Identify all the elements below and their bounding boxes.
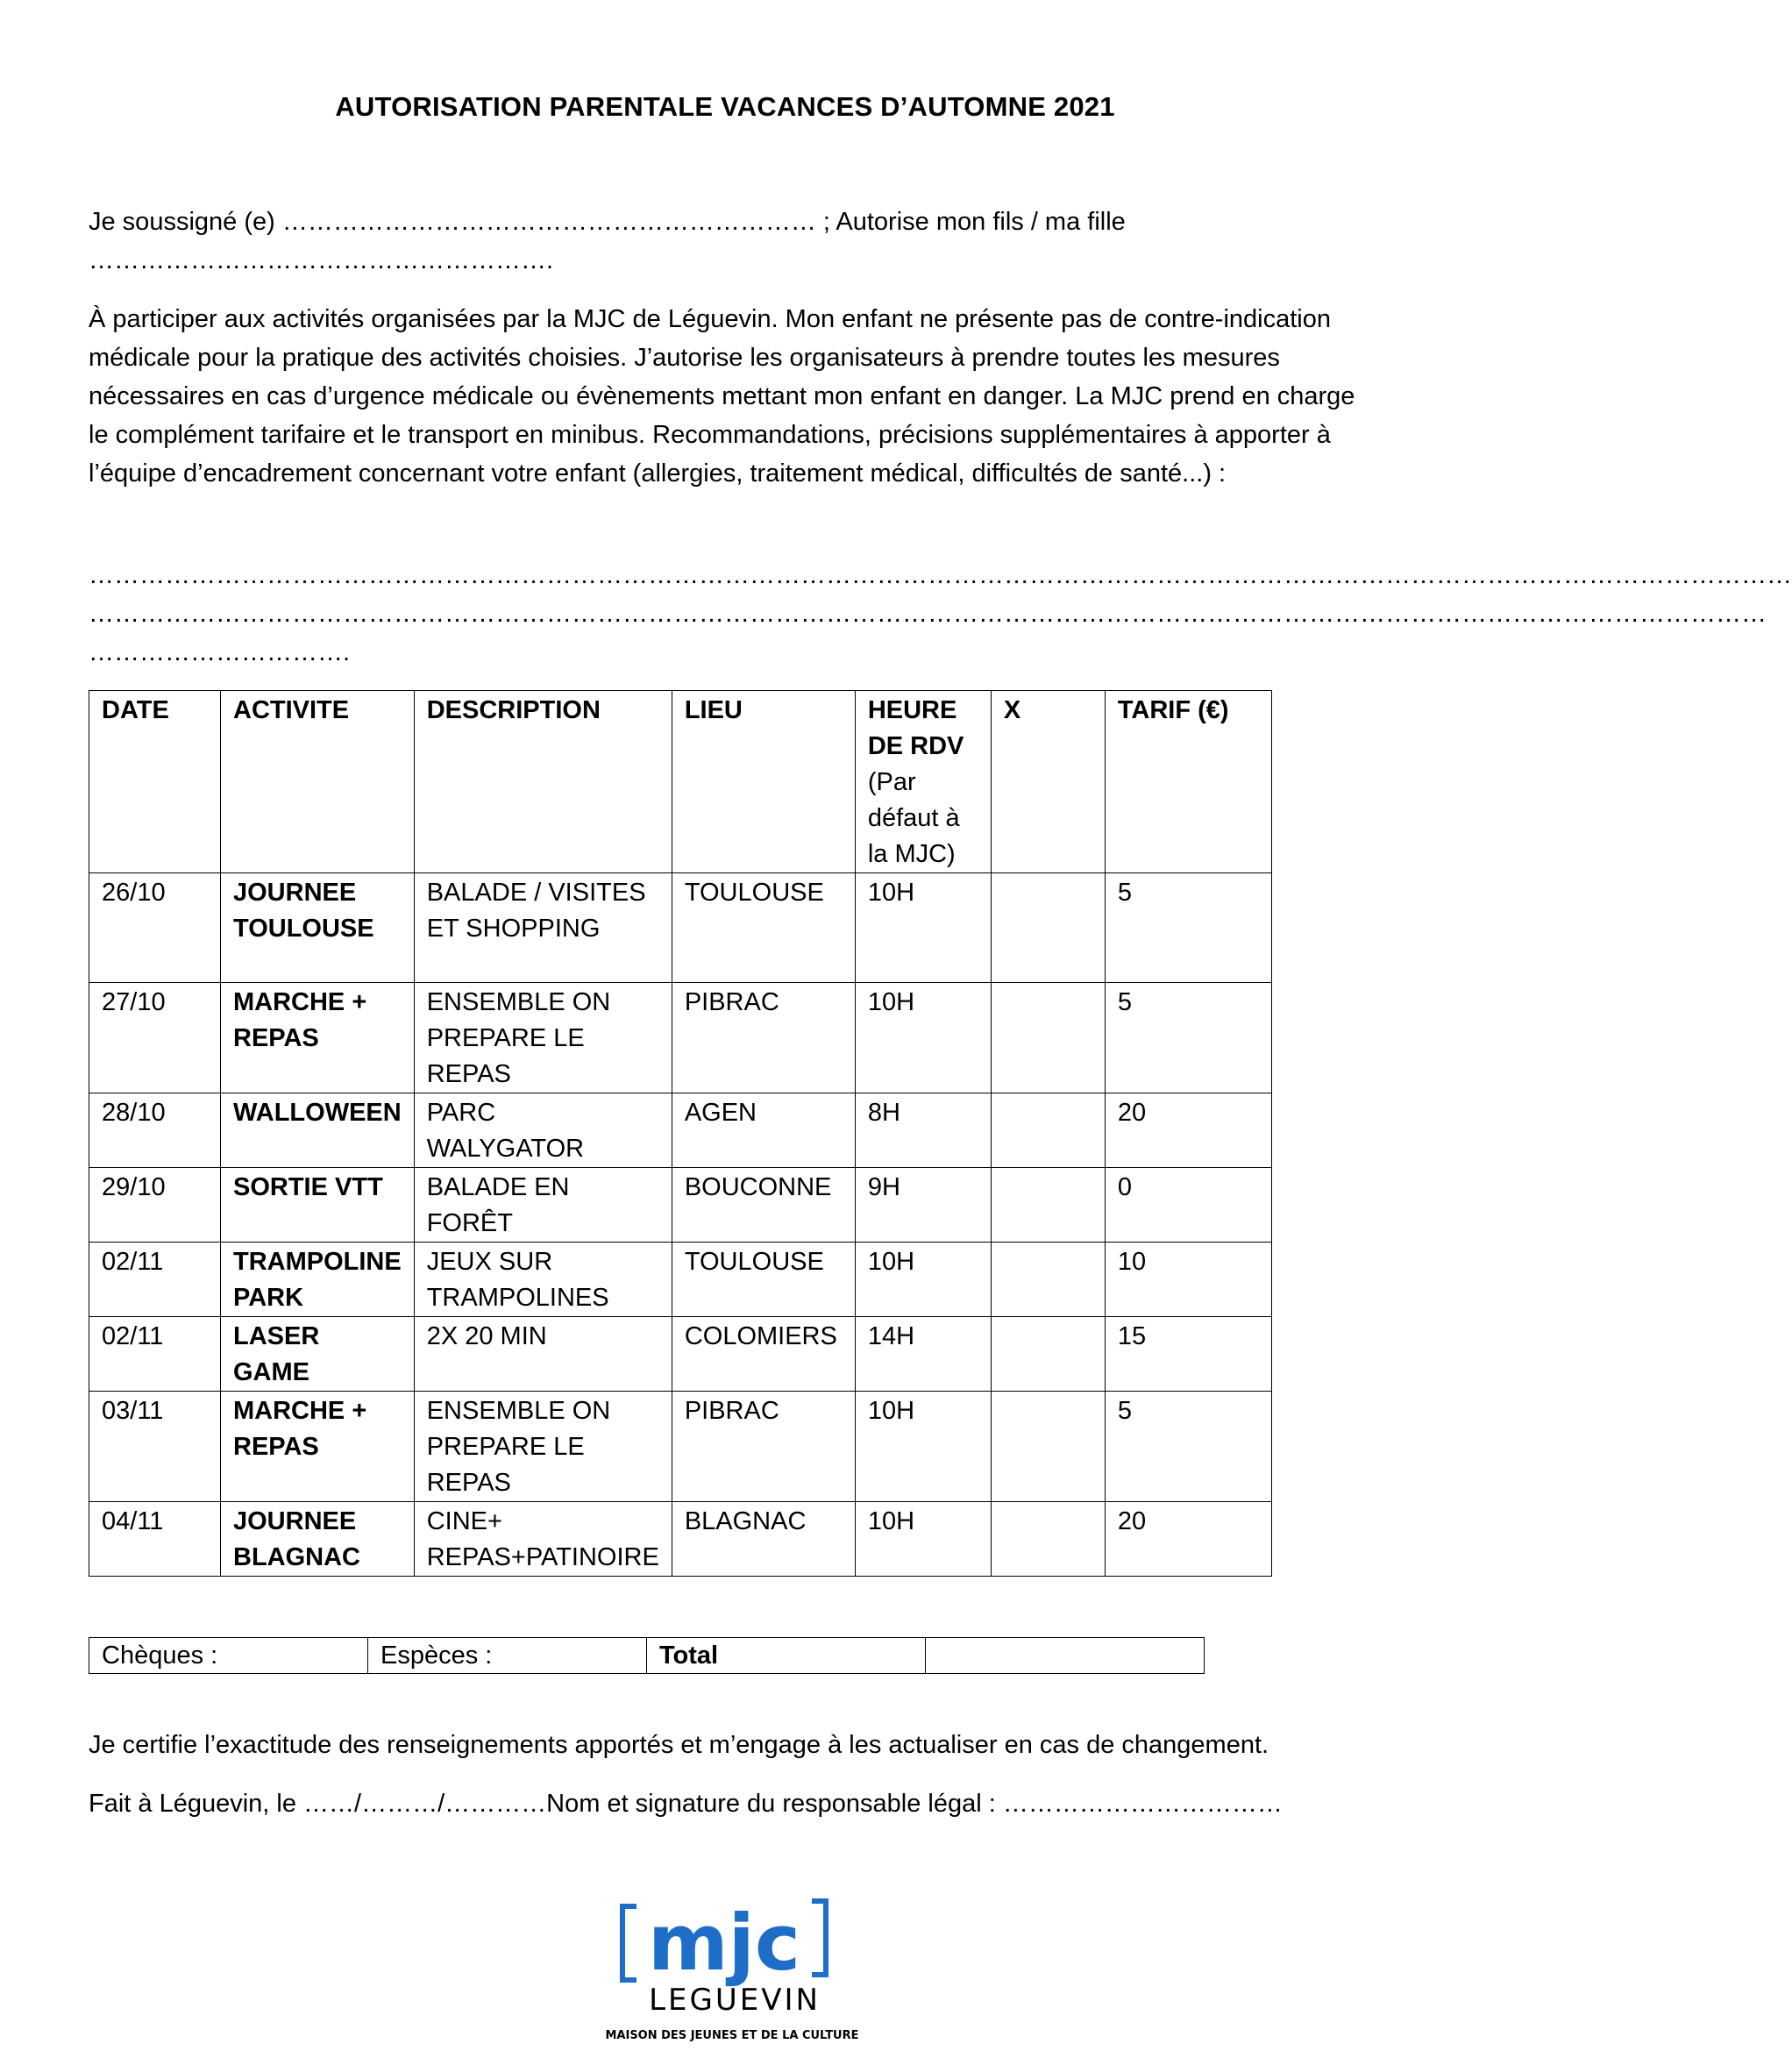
logo-town-text: LEGUEVIN <box>649 1983 821 2018</box>
header-price: TARIF (€) <box>1105 691 1271 873</box>
guardian-name-line: Je soussigné (e) ……………………………………………………… ; Autorise mon fils / ma fille <box>89 208 1126 236</box>
row-price: 20 <box>1105 1093 1271 1168</box>
row-activity: JOURNEE BLAGNAC <box>221 1502 415 1577</box>
notes-line-1: ………………………………………………………………………………………………………………………………………………………………………………… <box>89 561 1792 589</box>
table-row <box>89 983 1272 1093</box>
row-price: 15 <box>1105 1317 1271 1392</box>
mjc-logo <box>605 1894 859 2047</box>
table-row <box>89 1317 1272 1392</box>
row-time: 14H <box>855 1317 991 1392</box>
header-activity: ACTIVITE <box>221 691 415 873</box>
table-row <box>89 1243 1272 1317</box>
row-description: 2X 20 MIN <box>414 1317 672 1392</box>
header-place: LIEU <box>672 691 855 873</box>
row-price: 0 <box>1105 1168 1271 1243</box>
row-check-cell[interactable] <box>991 1502 1105 1577</box>
row-price: 5 <box>1105 983 1271 1093</box>
row-check-cell[interactable] <box>991 873 1105 983</box>
row-date: 28/10 <box>89 1093 221 1168</box>
row-description: PARC WALYGATOR <box>414 1093 672 1168</box>
row-date: 02/11 <box>89 1317 221 1392</box>
row-check-cell[interactable] <box>991 1243 1105 1317</box>
row-description: CINE+ REPAS+PATINOIRE <box>414 1502 672 1577</box>
header-time-label: HEURE DE RDV <box>867 696 964 760</box>
row-activity: JOURNEE TOULOUSE <box>221 873 415 983</box>
table-row <box>89 1093 1272 1168</box>
row-price: 5 <box>1105 873 1271 983</box>
row-place: BOUCONNE <box>672 1168 855 1243</box>
row-activity: TRAMPOLINE PARK <box>221 1243 415 1317</box>
left-bracket-shape <box>622 1906 636 1980</box>
row-description: ENSEMBLE ON PREPARE LE REPAS <box>414 983 672 1093</box>
row-place: TOULOUSE <box>672 873 855 983</box>
row-price: 20 <box>1105 1502 1271 1577</box>
activities-table <box>89 690 1272 1577</box>
child-name-line: ………………………………………………. <box>89 246 554 274</box>
row-description: BALADE EN FORÊT <box>414 1168 672 1243</box>
row-place: COLOMIERS <box>672 1317 855 1392</box>
row-time: 9H <box>855 1168 991 1243</box>
header-time-note: (Par défaut à la MJC) <box>867 768 960 868</box>
row-check-cell[interactable] <box>991 1317 1105 1392</box>
row-place: PIBRAC <box>672 983 855 1093</box>
row-date: 26/10 <box>89 873 221 983</box>
table-row <box>89 1392 1272 1502</box>
table-header-row <box>89 691 1272 873</box>
table-row <box>89 1502 1272 1577</box>
row-activity: MARCHE + REPAS <box>221 983 415 1093</box>
row-date: 04/11 <box>89 1502 221 1577</box>
row-date: 02/11 <box>89 1243 221 1317</box>
header-date: DATE <box>89 691 221 873</box>
certification-statement: Je certifie l’exactitude des renseignements apportés et m’engage à les actualiser en cas de changement. <box>89 1731 1269 1759</box>
row-check-cell[interactable] <box>991 1168 1105 1243</box>
row-date: 27/10 <box>89 983 221 1093</box>
row-activity: WALLOWEEN <box>221 1093 415 1168</box>
payment-row <box>89 1638 1205 1674</box>
total-label: Total <box>647 1638 926 1674</box>
signature-line: Fait à Léguevin, le ……/………/…………Nom et signature du responsable légal : …………………………… <box>89 1790 1283 1818</box>
row-date: 29/10 <box>89 1168 221 1243</box>
row-time: 10H <box>855 983 991 1093</box>
header-description: DESCRIPTION <box>414 691 672 873</box>
row-description: BALADE / VISITES ET SHOPPING <box>414 873 672 983</box>
header-time <box>855 691 991 873</box>
payment-table <box>89 1637 1205 1674</box>
row-time: 10H <box>855 873 991 983</box>
row-time: 8H <box>855 1093 991 1168</box>
row-price: 5 <box>1105 1392 1271 1502</box>
row-time: 10H <box>855 1243 991 1317</box>
cheques-field[interactable]: Chèques : <box>89 1638 368 1674</box>
logo-main-text: mjc <box>647 1898 801 1988</box>
row-activity: LASER GAME <box>221 1317 415 1392</box>
table-row <box>89 1168 1272 1243</box>
notes-line-2: ……………………………………………………………………………………………………………………………………………………………………………… <box>89 600 1767 628</box>
table-row <box>89 873 1272 983</box>
row-check-cell[interactable] <box>991 1392 1105 1502</box>
total-value-field[interactable] <box>926 1638 1205 1674</box>
row-activity: MARCHE + REPAS <box>221 1392 415 1502</box>
row-place: PIBRAC <box>672 1392 855 1502</box>
row-time: 10H <box>855 1502 991 1577</box>
row-date: 03/11 <box>89 1392 221 1502</box>
logo-tagline-text: MAISON DES JEUNES ET DE LA CULTURE <box>605 2029 859 2042</box>
row-price: 10 <box>1105 1243 1271 1317</box>
right-bracket-shape <box>812 1901 826 1975</box>
cash-field[interactable]: Espèces : <box>368 1638 647 1674</box>
row-time: 10H <box>855 1392 991 1502</box>
notes-line-3: …………………………. <box>89 638 351 666</box>
page-title: AUTORISATION PARENTALE VACANCES D’AUTOMNE 2021 <box>335 91 1115 122</box>
header-check: X <box>991 691 1105 873</box>
row-description: JEUX SUR TRAMPOLINES <box>414 1243 672 1317</box>
consent-paragraph: À participer aux activités organisées par la MJC de Léguevin. Mon enfant ne présente pas de contre-indication médicale pour la pratique des activités choisies. J’autorise les organisateurs à prendre toutes les mesures nécessaires en cas d’urgence médicale ou évènements mettant mon enfant en danger. La MJC prend en charge le complément tarifaire et le transport en minibus. Recommandations, précisions supplémentaires à apporter à l’équipe d’encadrement concernant votre enfant (allergies, traitement médical, difficultés de santé...) : <box>89 305 1355 488</box>
row-description: ENSEMBLE ON PREPARE LE REPAS <box>414 1392 672 1502</box>
row-check-cell[interactable] <box>991 983 1105 1093</box>
row-place: TOULOUSE <box>672 1243 855 1317</box>
row-check-cell[interactable] <box>991 1093 1105 1168</box>
row-place: BLAGNAC <box>672 1502 855 1577</box>
row-activity: SORTIE VTT <box>221 1168 415 1243</box>
row-place: AGEN <box>672 1093 855 1168</box>
